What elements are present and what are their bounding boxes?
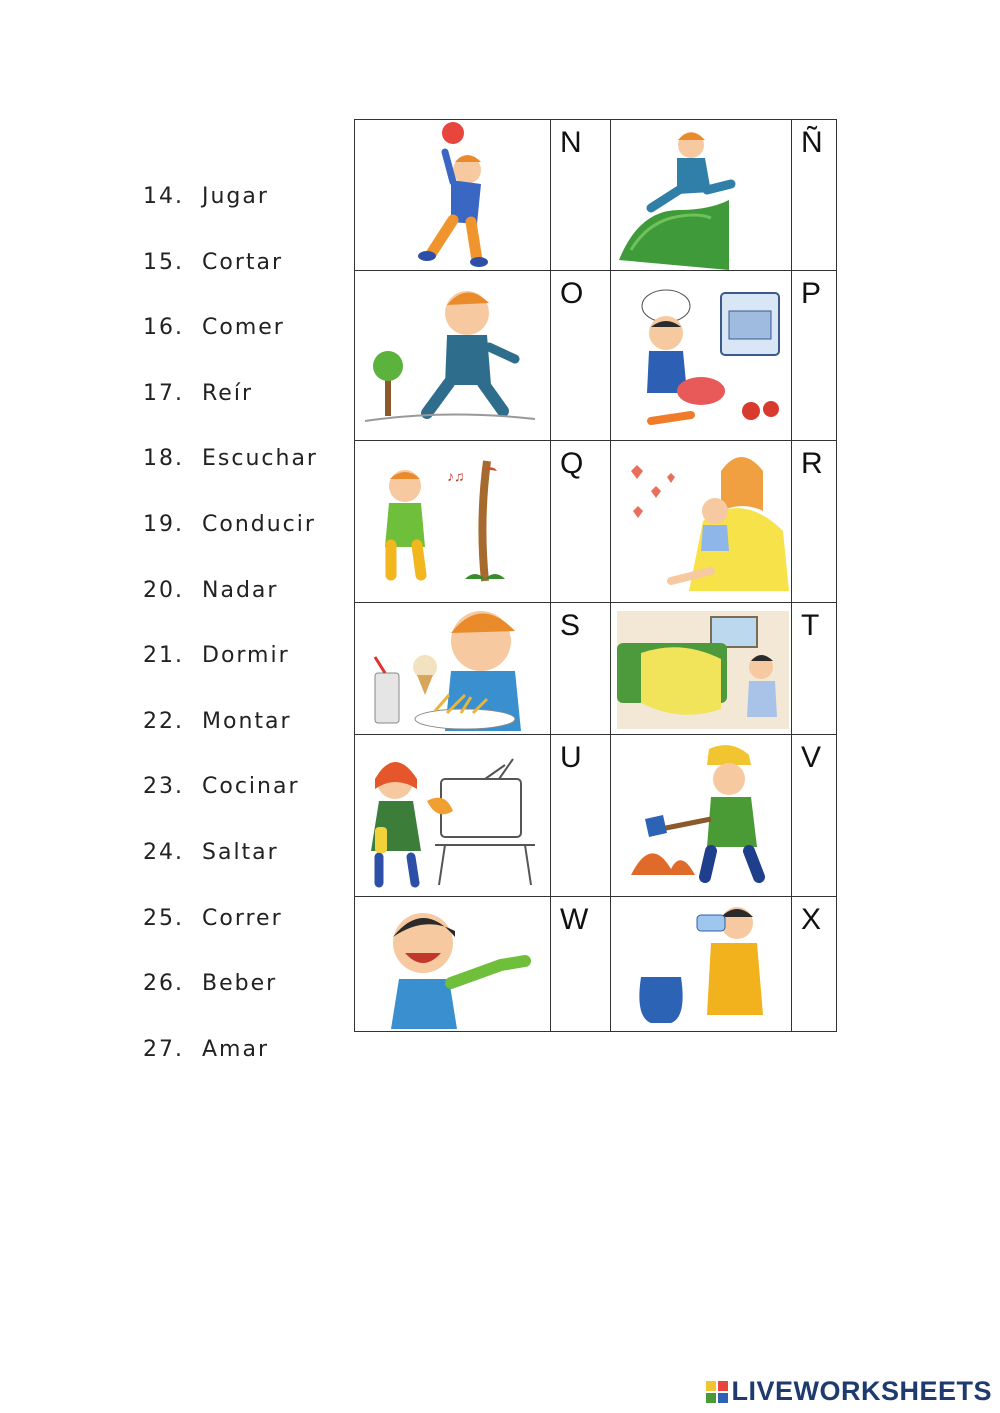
letter-cell [792, 120, 837, 271]
grid-row [355, 735, 837, 897]
verb-word: Reír [202, 380, 253, 406]
verb-word: Escuchar [202, 446, 318, 472]
grid-row [355, 441, 837, 603]
boy-digging-shovel-icon [611, 735, 792, 897]
verb-item [143, 643, 318, 709]
boy-eating-fries-icon [355, 603, 551, 735]
letter-cell [551, 271, 611, 441]
picture-grid [354, 119, 837, 1032]
boy-cooking-icon [611, 271, 792, 441]
verb-item [143, 315, 318, 381]
verb-number: 17. [143, 380, 184, 406]
verb-number: 23. [143, 774, 184, 800]
verb-number: 18. [143, 446, 184, 472]
letter-cell [551, 735, 611, 897]
letter-label: T [801, 609, 820, 642]
liveworksheets-brand [705, 1376, 992, 1407]
letter-label: Q [560, 447, 584, 480]
boy-drinking-icon [611, 897, 792, 1032]
grid-row [355, 897, 837, 1032]
verb-word: Correr [202, 905, 283, 931]
letter-label: Ñ [801, 126, 823, 159]
verb-number: 22. [143, 708, 184, 734]
letter-cell [551, 897, 611, 1032]
letter-label: U [560, 741, 582, 774]
letter-cell [551, 120, 611, 271]
boy-sleepy-bed-icon [611, 603, 792, 735]
verb-word: Jugar [202, 184, 269, 209]
verb-number: 21. [143, 643, 184, 669]
letter-label: O [560, 277, 584, 310]
svg-text:♪♫: ♪♫ [447, 468, 465, 484]
verb-item [143, 578, 318, 644]
verb-item [143, 906, 318, 972]
boy-laughing-icon [355, 897, 551, 1032]
verb-item [143, 446, 318, 512]
verb-word: Cocinar [202, 774, 300, 800]
verb-word: Comer [202, 315, 285, 341]
letter-cell [792, 271, 837, 441]
grid-row [355, 271, 837, 441]
verb-number: 16. [143, 315, 184, 341]
verb-word: Amar [202, 1036, 270, 1062]
liveworksheets-logo-icon [705, 1380, 729, 1404]
verb-number: 20. [143, 577, 184, 603]
verb-item [143, 512, 318, 578]
grid-row [355, 120, 837, 271]
letter-cell [792, 603, 837, 735]
letter-label: P [801, 277, 822, 310]
verb-word: Beber [202, 971, 278, 997]
verb-number: 25. [143, 905, 184, 931]
verb-list [143, 184, 318, 1102]
verb-word: Cortar [202, 249, 284, 275]
verb-item [143, 184, 318, 250]
verb-word: Dormir [202, 643, 290, 669]
letter-cell [551, 441, 611, 603]
letter-label: S [560, 609, 581, 642]
verb-item [143, 250, 318, 316]
mother-loving-child-icon [611, 441, 792, 603]
letter-label: N [560, 126, 582, 159]
verb-number: 26. [143, 971, 184, 997]
verb-item [143, 971, 318, 1037]
letter-cell [551, 603, 611, 735]
letter-label: W [560, 903, 589, 936]
boy-running-icon [355, 271, 551, 441]
verb-item [143, 381, 318, 447]
girl-cleaning-tv-icon [355, 735, 551, 897]
verb-number: 24. [143, 839, 184, 865]
verb-number: 15. [143, 249, 184, 275]
verb-number: 14. [143, 184, 184, 209]
verb-item [143, 774, 318, 840]
verb-item [143, 1037, 318, 1103]
verb-number: 19. [143, 511, 184, 537]
brand-name: LIVEWORKSHEETS [731, 1376, 992, 1406]
verb-word: Montar [202, 708, 292, 734]
letter-label: V [801, 741, 822, 774]
verb-word: Nadar [202, 577, 279, 603]
verb-word: Saltar [202, 839, 279, 865]
verb-word: Conducir [202, 511, 316, 537]
verb-item [143, 840, 318, 906]
letter-cell [792, 897, 837, 1032]
boy-jumping-hedge-icon [611, 120, 792, 271]
boy-playing-ball-icon [355, 120, 551, 271]
verb-item [143, 709, 318, 775]
boy-listening-bird-icon [355, 441, 551, 603]
letter-cell [792, 441, 837, 603]
letter-cell [792, 735, 837, 897]
letter-label: X [801, 903, 822, 936]
letter-label: R [801, 447, 823, 480]
grid-row [355, 603, 837, 735]
verb-number: 27. [143, 1036, 184, 1062]
